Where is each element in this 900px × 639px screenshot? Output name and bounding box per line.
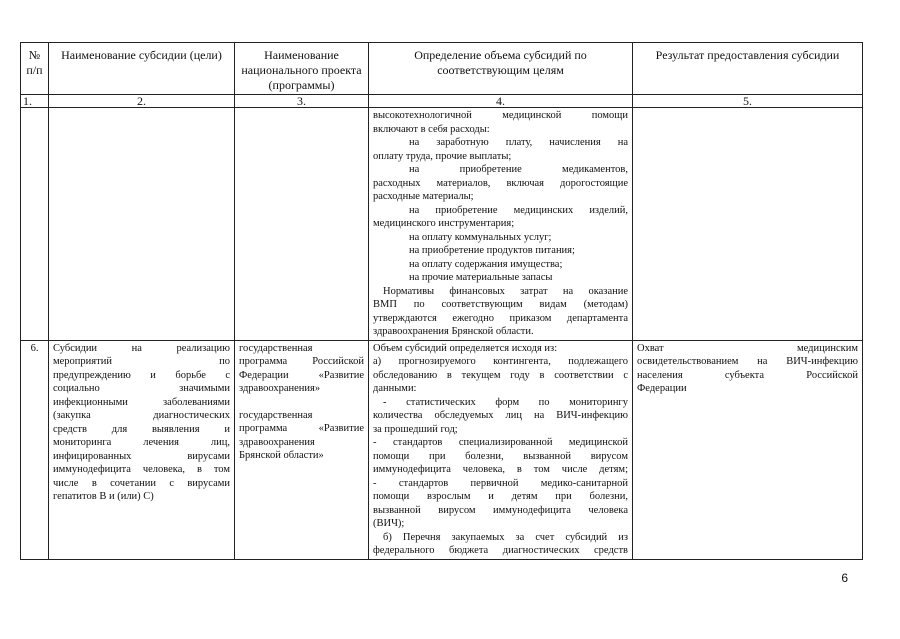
text-line: иммунодефицита человека, в том	[53, 464, 230, 475]
text-line: на приобретение медицинских изделий,	[409, 204, 628, 216]
header-volume-definition: Определение объема субсидий по соответствующим целям	[369, 43, 633, 95]
text-line: программа Российской	[239, 356, 364, 367]
text-line: государственная	[239, 342, 313, 354]
header-subsidy-name: Наименование субсидии (цели)	[49, 43, 235, 95]
text-line: Нормативы финансовых затрат на оказание	[383, 285, 628, 297]
text-line: программа «Развитие	[239, 423, 364, 434]
column-number: 2.	[49, 95, 235, 108]
header-result: Результат предоставления субсидии	[633, 43, 863, 95]
subsidy-table	[20, 42, 863, 560]
text-line: на заработную плату, начисления на	[409, 137, 628, 148]
text-line: здравоохранения	[239, 436, 315, 448]
text-line: (закупка диагностических	[53, 410, 230, 421]
text-line: на приобретение медикаментов,	[409, 164, 628, 175]
text-line: мероприятий по	[53, 356, 230, 367]
text-line: обследованию в текущем году в соответствии с	[373, 369, 628, 381]
text-line: Объем субсидий определяется исходя из:	[373, 342, 558, 354]
result-cell	[633, 340, 863, 559]
text-line: помощи взрослым и детям при болезни,	[373, 491, 628, 502]
project-name-cell	[235, 340, 369, 559]
text-line: оплату труда, прочие выплаты;	[373, 150, 512, 162]
column-number: 4.	[369, 95, 633, 108]
text-line: расходных материалов, включая дорогостоящие	[373, 177, 628, 189]
text-line: населения субъекта Российской	[637, 369, 858, 381]
header-project-name: Наименование национального проекта (программы)	[235, 43, 369, 95]
row-number: 6.	[21, 340, 49, 559]
text-line: предупреждению и борьбе с	[53, 369, 230, 381]
column-numbers-row	[21, 95, 863, 108]
text-line: высокотехнологичной медицинской помощи	[373, 110, 628, 121]
subsidy-volume-cell	[369, 340, 633, 559]
text-line: на приобретение продуктов питания;	[409, 245, 575, 256]
text-line: гепатитов В и (или) С)	[53, 491, 154, 502]
text-line: Брянской области»	[239, 450, 324, 461]
text-line: инфекционными заболеваниями	[53, 396, 230, 408]
text-line: медицинского инструментария;	[373, 218, 515, 229]
text-line: инфицированных вирусами	[53, 450, 230, 462]
text-line: на оплату содержания имущества;	[409, 258, 563, 270]
text-line: мониторинга лечения лиц,	[53, 437, 230, 448]
header-row	[21, 43, 863, 95]
text-line: Субсидии на реализацию	[53, 342, 230, 354]
text-line: иммунодефицита человека, в том числе детям;	[373, 464, 628, 475]
text-line: здравоохранения»	[239, 383, 321, 394]
page-number: 6	[841, 571, 848, 585]
text-line: - стандартов первичной медико-санитарной	[373, 477, 628, 489]
column-number: 5.	[633, 95, 863, 108]
text-line: Федерации	[637, 383, 687, 394]
table-row	[21, 340, 863, 559]
text-line: количества обследуемых лиц на ВИЧ-инфекцию	[373, 410, 628, 421]
text-line: - статистических форм по мониторингу	[383, 396, 628, 408]
text-line: на оплату коммунальных услуг;	[409, 231, 552, 243]
text-line: социально значимыми	[53, 383, 230, 394]
text-line: - стандартов специализированной медицинской	[373, 437, 628, 448]
text-line: государственная	[239, 409, 313, 421]
text-line: расходные материалы;	[373, 191, 474, 202]
text-line: средств для выявления и	[53, 423, 230, 435]
text-line: помощи при болезни, вызванной вирусом	[373, 450, 628, 462]
text-line: Федерации «Развитие	[239, 369, 364, 381]
column-number: 3.	[235, 95, 369, 108]
header-num: № п/п	[21, 43, 49, 95]
text-line: освидетельствованием на ВИЧ-инфекцию	[637, 356, 858, 367]
text-line: числе в сочетании с вирусами	[53, 477, 230, 489]
text-line: включают в себя расходы:	[373, 123, 490, 135]
text-line: данными:	[373, 383, 417, 394]
vmp-expenses-cell	[369, 108, 633, 341]
text-line: утверждаются ежегодно приказом департамента	[373, 312, 628, 324]
text-line: а) прогнозируемого контингента, подлежащего	[373, 356, 628, 367]
text-line: (ВИЧ);	[373, 518, 405, 529]
text-line: б) Перечня закупаемых за счет субсидий из	[383, 531, 628, 543]
column-number: 1.	[21, 95, 49, 108]
text-line: за прошедший год;	[373, 423, 458, 435]
text-line: вызванной вирусом иммунодефицита человека	[373, 504, 628, 516]
text-line: на прочие материальные запасы	[409, 272, 553, 283]
text-line: федерального бюджета диагностических средств	[373, 545, 628, 556]
text-line: ВМП по соответствующим видам (методам)	[373, 299, 628, 310]
table-row	[21, 108, 863, 341]
text-line: здравоохранения Брянской области.	[373, 326, 534, 337]
subsidy-name-cell	[49, 340, 235, 559]
text-line: Охват медицинским	[637, 342, 858, 354]
